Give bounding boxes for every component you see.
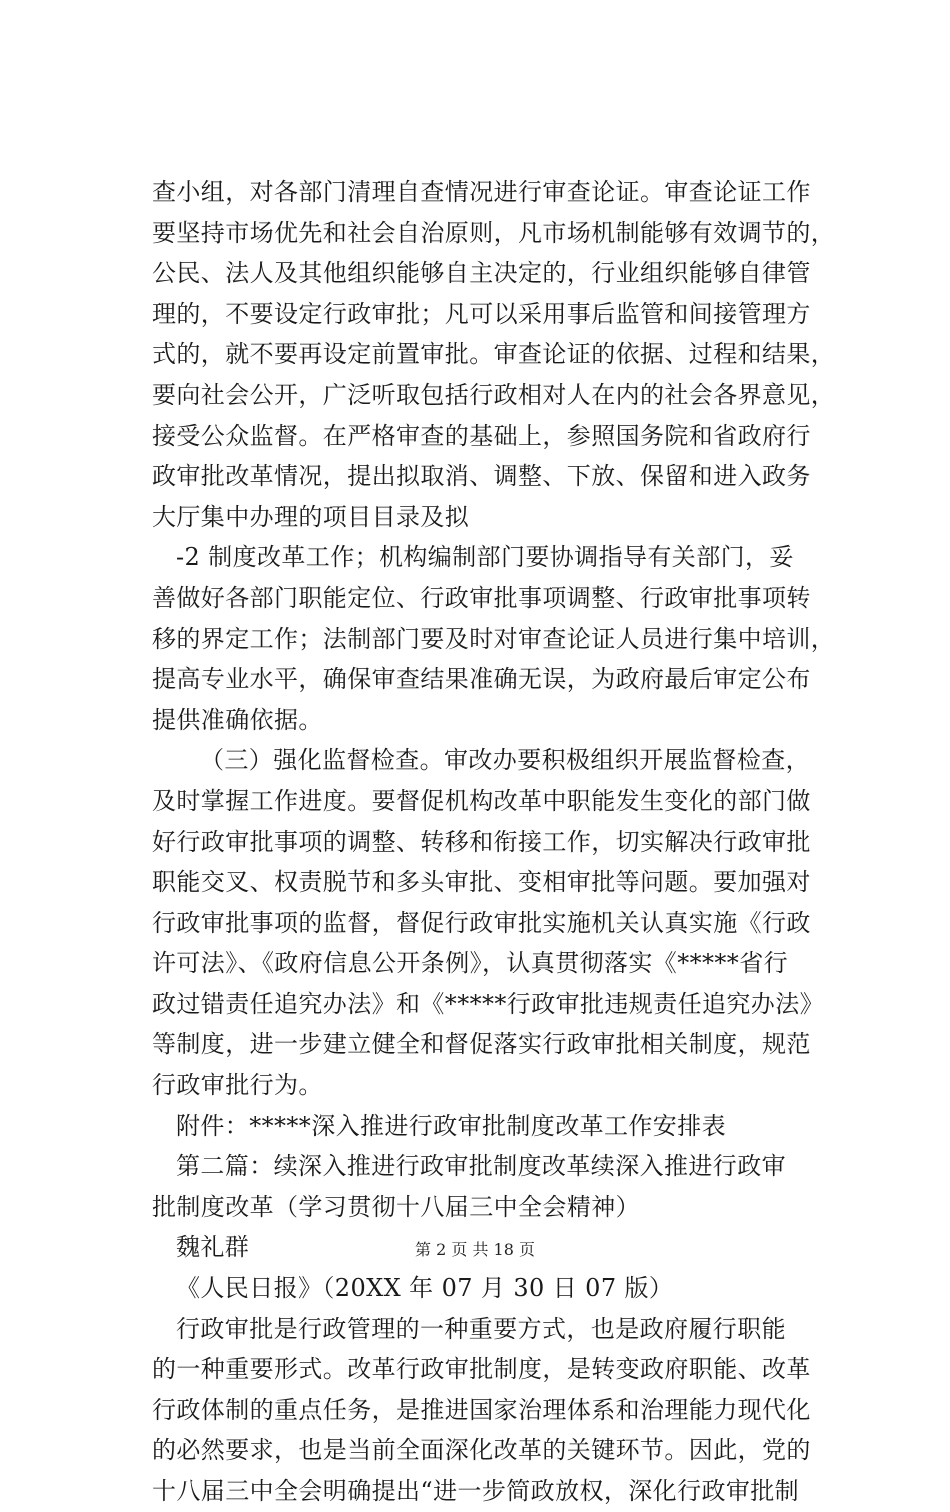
page-footer: 第 2 页 共 18 页 (415, 1240, 535, 1259)
text-line: 提供准确依据。 (152, 705, 323, 734)
text-line: 理的，不要设定行政审批；凡可以采用事后监管和间接管理方 (152, 299, 811, 328)
text-line: 提高专业水平，确保审查结果准确无误，为政府最后审定公布 (152, 665, 811, 694)
text-line: 许可法》、《政府信息公开条例》，认真贯彻落实《*****省行 (152, 949, 788, 978)
text-line: 及时掌握工作进度。要督促机构改革中职能发生变化的部门做 (152, 786, 811, 815)
text-line: 政审批改革情况，提出拟取消、调整、下放、保留和进入政务 (152, 462, 811, 491)
paragraph-start-line: 行政审批是行政管理的一种重要方式，也是政府履行职能 (176, 1314, 786, 1343)
attachment-line: 附件：*****深入推进行政审批制度改革工作安排表 (176, 1111, 726, 1140)
section-heading-line: （三）强化监督检查。审改办要积极组织开展监督检查， (200, 746, 810, 775)
text-line: 式的，就不要再设定前置审批。审查论证的依据、过程和结果， (152, 340, 836, 369)
text-line: 的必然要求，也是当前全面深化改革的关键环节。因此，党的 (152, 1436, 811, 1465)
text-line: 公民、法人及其他组织能够自主决定的，行业组织能够自律管 (152, 259, 811, 288)
text-line: 要向社会公开，广泛听取包括行政相对人在内的社会各界意见， (152, 380, 836, 409)
text-line: 等制度，进一步建立健全和督促落实行政审批相关制度，规范 (152, 1030, 811, 1059)
text-line: 大厅集中办理的项目目录及拟 (152, 502, 470, 531)
text-line: 要坚持市场优先和社会自治原则，凡市场机制能够有效调节的， (152, 218, 836, 247)
source-line: 《人民日报》（20XX 年 07 月 30 日 07 版） (176, 1274, 674, 1303)
text-line: 好行政审批事项的调整、转移和衔接工作，切实解决行政审批 (152, 827, 811, 856)
chapter-title-line: 批制度改革（学习贯彻十八届三中全会精神） (152, 1192, 640, 1221)
text-line: 行政审批行为。 (152, 1071, 323, 1100)
text-line: 移的界定工作；法制部门要及时对审查论证人员进行集中培训， (152, 624, 836, 653)
text-line: 接受公众监督。在严格审查的基础上，参照国务院和省政府行 (152, 421, 811, 450)
author-line: 魏礼群 (176, 1233, 250, 1262)
text-line: 行政体制的重点任务，是推进国家治理体系和治理能力现代化 (152, 1395, 811, 1424)
text-line: 政过错责任追究办法》和《*****行政审批违规责任追究办法》 (152, 989, 824, 1018)
paragraph-start-line: -2 制度改革工作；机构编制部门要协调指导有关部门，妥 (176, 543, 794, 572)
text-line: 善做好各部门职能定位、行政审批事项调整、行政审批事项转 (152, 583, 811, 612)
chapter-title-line: 第二篇：续深入推进行政审批制度改革续深入推进行政审 (176, 1152, 786, 1181)
text-line: 的一种重要形式。改革行政审批制度，是转变政府职能、改革 (152, 1355, 811, 1384)
document-body (152, 172, 842, 1512)
text-line: 查小组，对各部门清理自查情况进行审查论证。审查论证工作 (152, 178, 811, 206)
text-line: 职能交叉、权责脱节和多头审批、变相审批等问题。要加强对 (152, 868, 811, 897)
text-line: 十八届三中全会明确提出“进一步简政放权，深化行政审批制 (152, 1477, 800, 1505)
text-line: 行政审批事项的监督，督促行政审批实施机关认真实施《行政 (152, 908, 811, 937)
